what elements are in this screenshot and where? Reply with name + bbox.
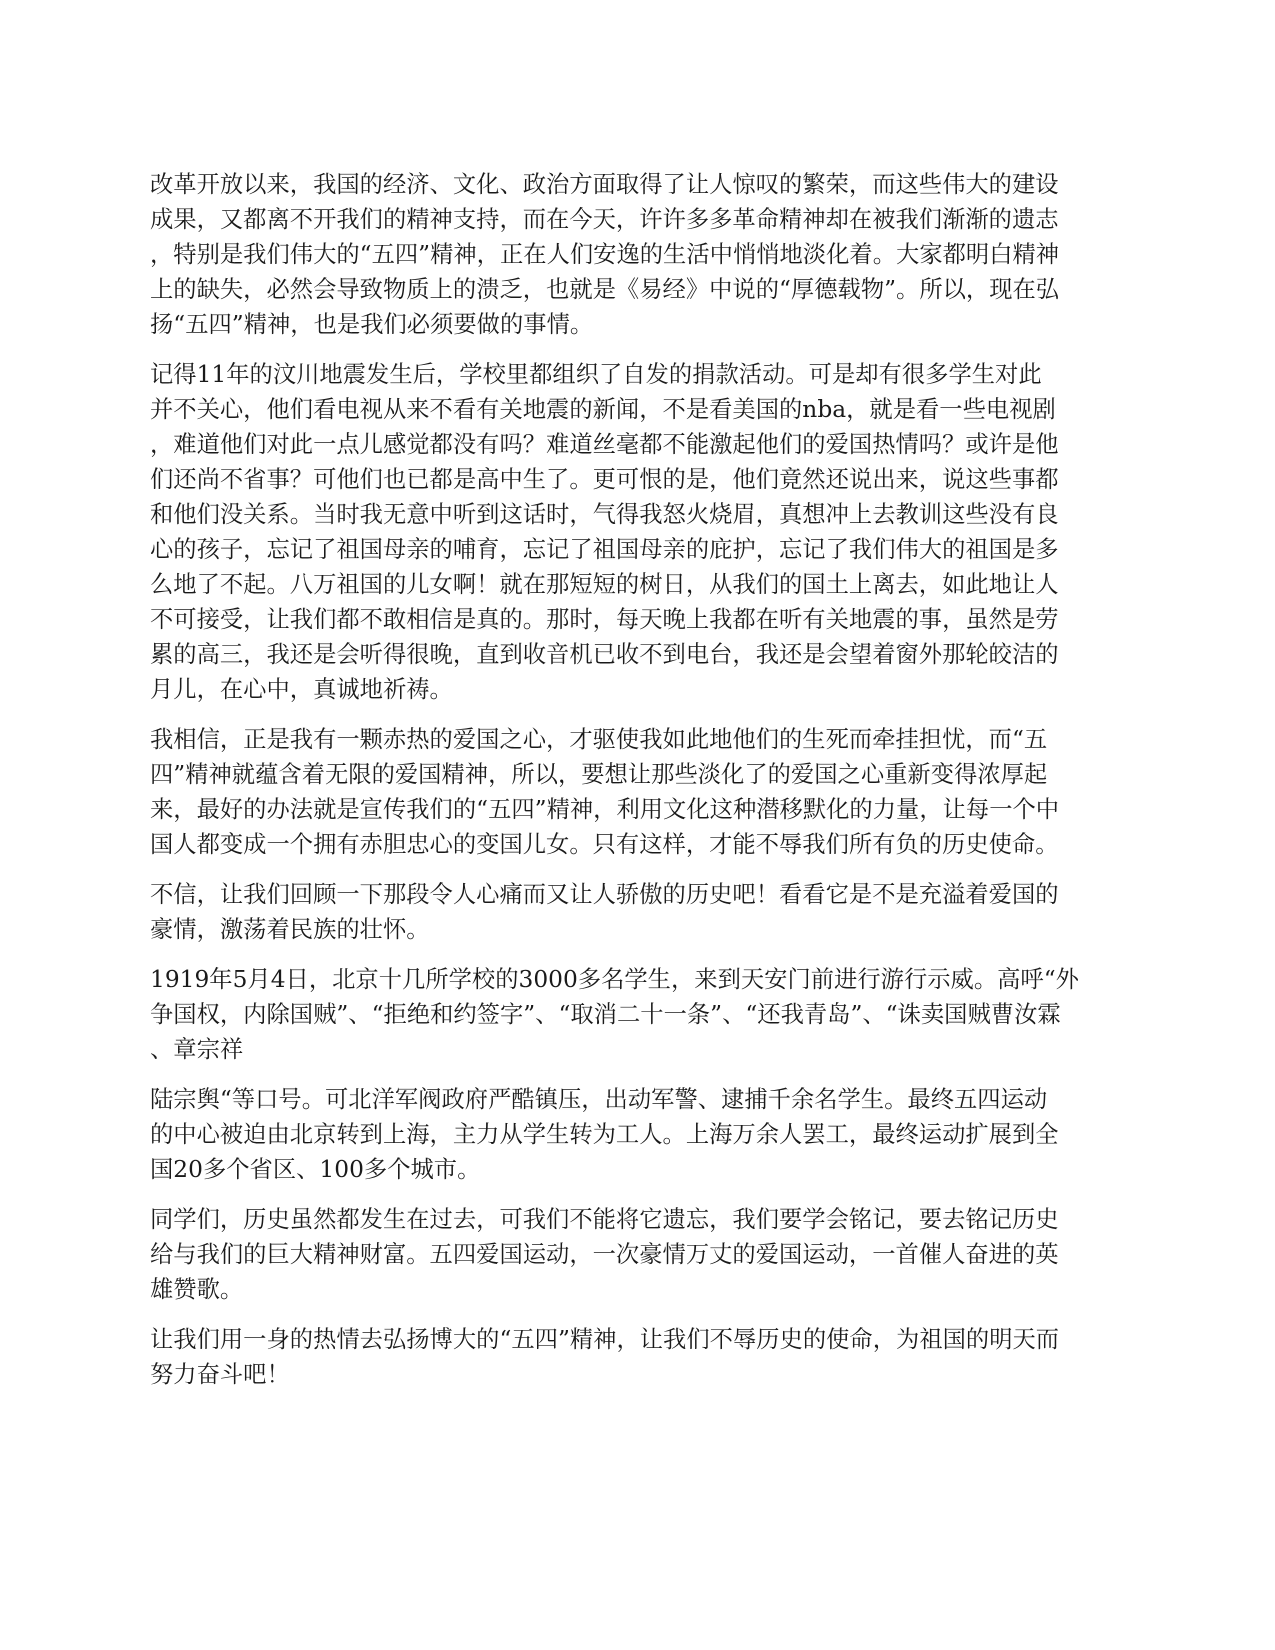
paragraph-wenchuan-earthquake: 记得11年的汶川地震发生后，学校里都组织了自发的捐款活动。可是却有很多学生对此 并不关心，他们看电视从来不看有关地震的新闻，不是看美国的nba，就是看一些电视剧 ，难道他们对此一点儿感觉都没有吗？难道丝毫都不能激起他们的爱国热情吗？或许是他 们还尚不省事？可他们也已都是高中生了。更可恨的是，他们竟然还说出来，说这些事都 和他们没关系。当时我无意中听到这话时，气得我怒火烧眉，真想冲上去教训这些没有良 心的孩子，忘记了祖国母亲的哺育，忘记了祖国母亲的庇护，忘记了我们伟大的祖国是多 么地了不起。八万祖国的儿女啊！就在那短短的树日，从我们的国土上离去，如此地让人 不可接受，让我们都不敢相信是真的。那时，每天晚上我都在听有关地震的事，虽然是劳 累的高三，我还是会听得很晚，直到收音机已收不到电台，我还是会望着窗外那轮皎洁的 月儿，在心中，真诚地祈祷。 xyxy=(150,361,1059,703)
paragraph-patriotic-heart: 我相信，正是我有一颗赤热的爱国之心，才驱使我如此地他们的生死而牵挂担忧，而“五 四”精神就蕴含着无限的爱国精神，所以，要想让那些淡化了的爱国之心重新变得浓厚起 来，最好的办法就是宣传我们的“五四”精神，利用文化这种潜移默化的力量，让每一个中 国人都变成一个拥有赤胆忠心的变国儿女。只有这样，才能不辱我们所有负的历史使命。 xyxy=(150,726,1060,858)
paragraph-reform-opening: 改革开放以来，我国的经济、文化、政治方面取得了让人惊叹的繁荣，而这些伟大的建设 成果，又都离不开我们的精神支持，而在今天，许许多多革命精神却在被我们渐渐的遗志 ，特别是我们伟大的“五四”精神，正在人们安逸的生活中悄悄地淡化着。大家都明白精神 上的缺失，必然会导致物质上的溃乏，也就是《易经》中说的“厚德载物”。所以，现在弘 扬“五四”精神，也是我们必须要做的事情。 xyxy=(150,171,1060,338)
paragraph-closing-call: 让我们用一身的热情去弘扬博大的“五四”精神，让我们不辱历史的使命，为祖国的明天而 努力奋斗吧！ xyxy=(150,1326,1060,1388)
paragraph-remember-history: 同学们，历史虽然都发生在过去，可我们不能将它遗忘，我们要学会铭记，要去铭记历史 给与我们的巨大精神财富。五四爱国运动，一次豪情万丈的爱国运动，一首催人奋进的英 雄赞歌。 xyxy=(150,1206,1059,1303)
paragraph-review-history: 不信，让我们回顾一下那段令人心痛而又让人骄傲的历史吧！看看它是不是充溢着爱国的 豪情，激荡着民族的壮怀。 xyxy=(150,881,1059,943)
document-body xyxy=(150,167,1130,1392)
paragraph-may-fourth-1919: 1919年5月4日，北京十几所学校的3000多名学生，来到天安门前进行游行示威。高呼“外 争国权，内除国贼”、“拒绝和约签字”、“取消二十一条”、“还我青岛”、“诛卖国贼曹汝霖 、章宗祥 xyxy=(150,966,1079,1063)
paragraph-movement-spread: 陆宗舆“等口号。可北洋军阀政府严酷镇压，出动军警、逮捕千余名学生。最终五四运动 的中心被迫由北京转到上海，主力从学生转为工人。上海万余人罢工，最终运动扩展到全 国20多个省区、100多个城市。 xyxy=(150,1086,1059,1183)
